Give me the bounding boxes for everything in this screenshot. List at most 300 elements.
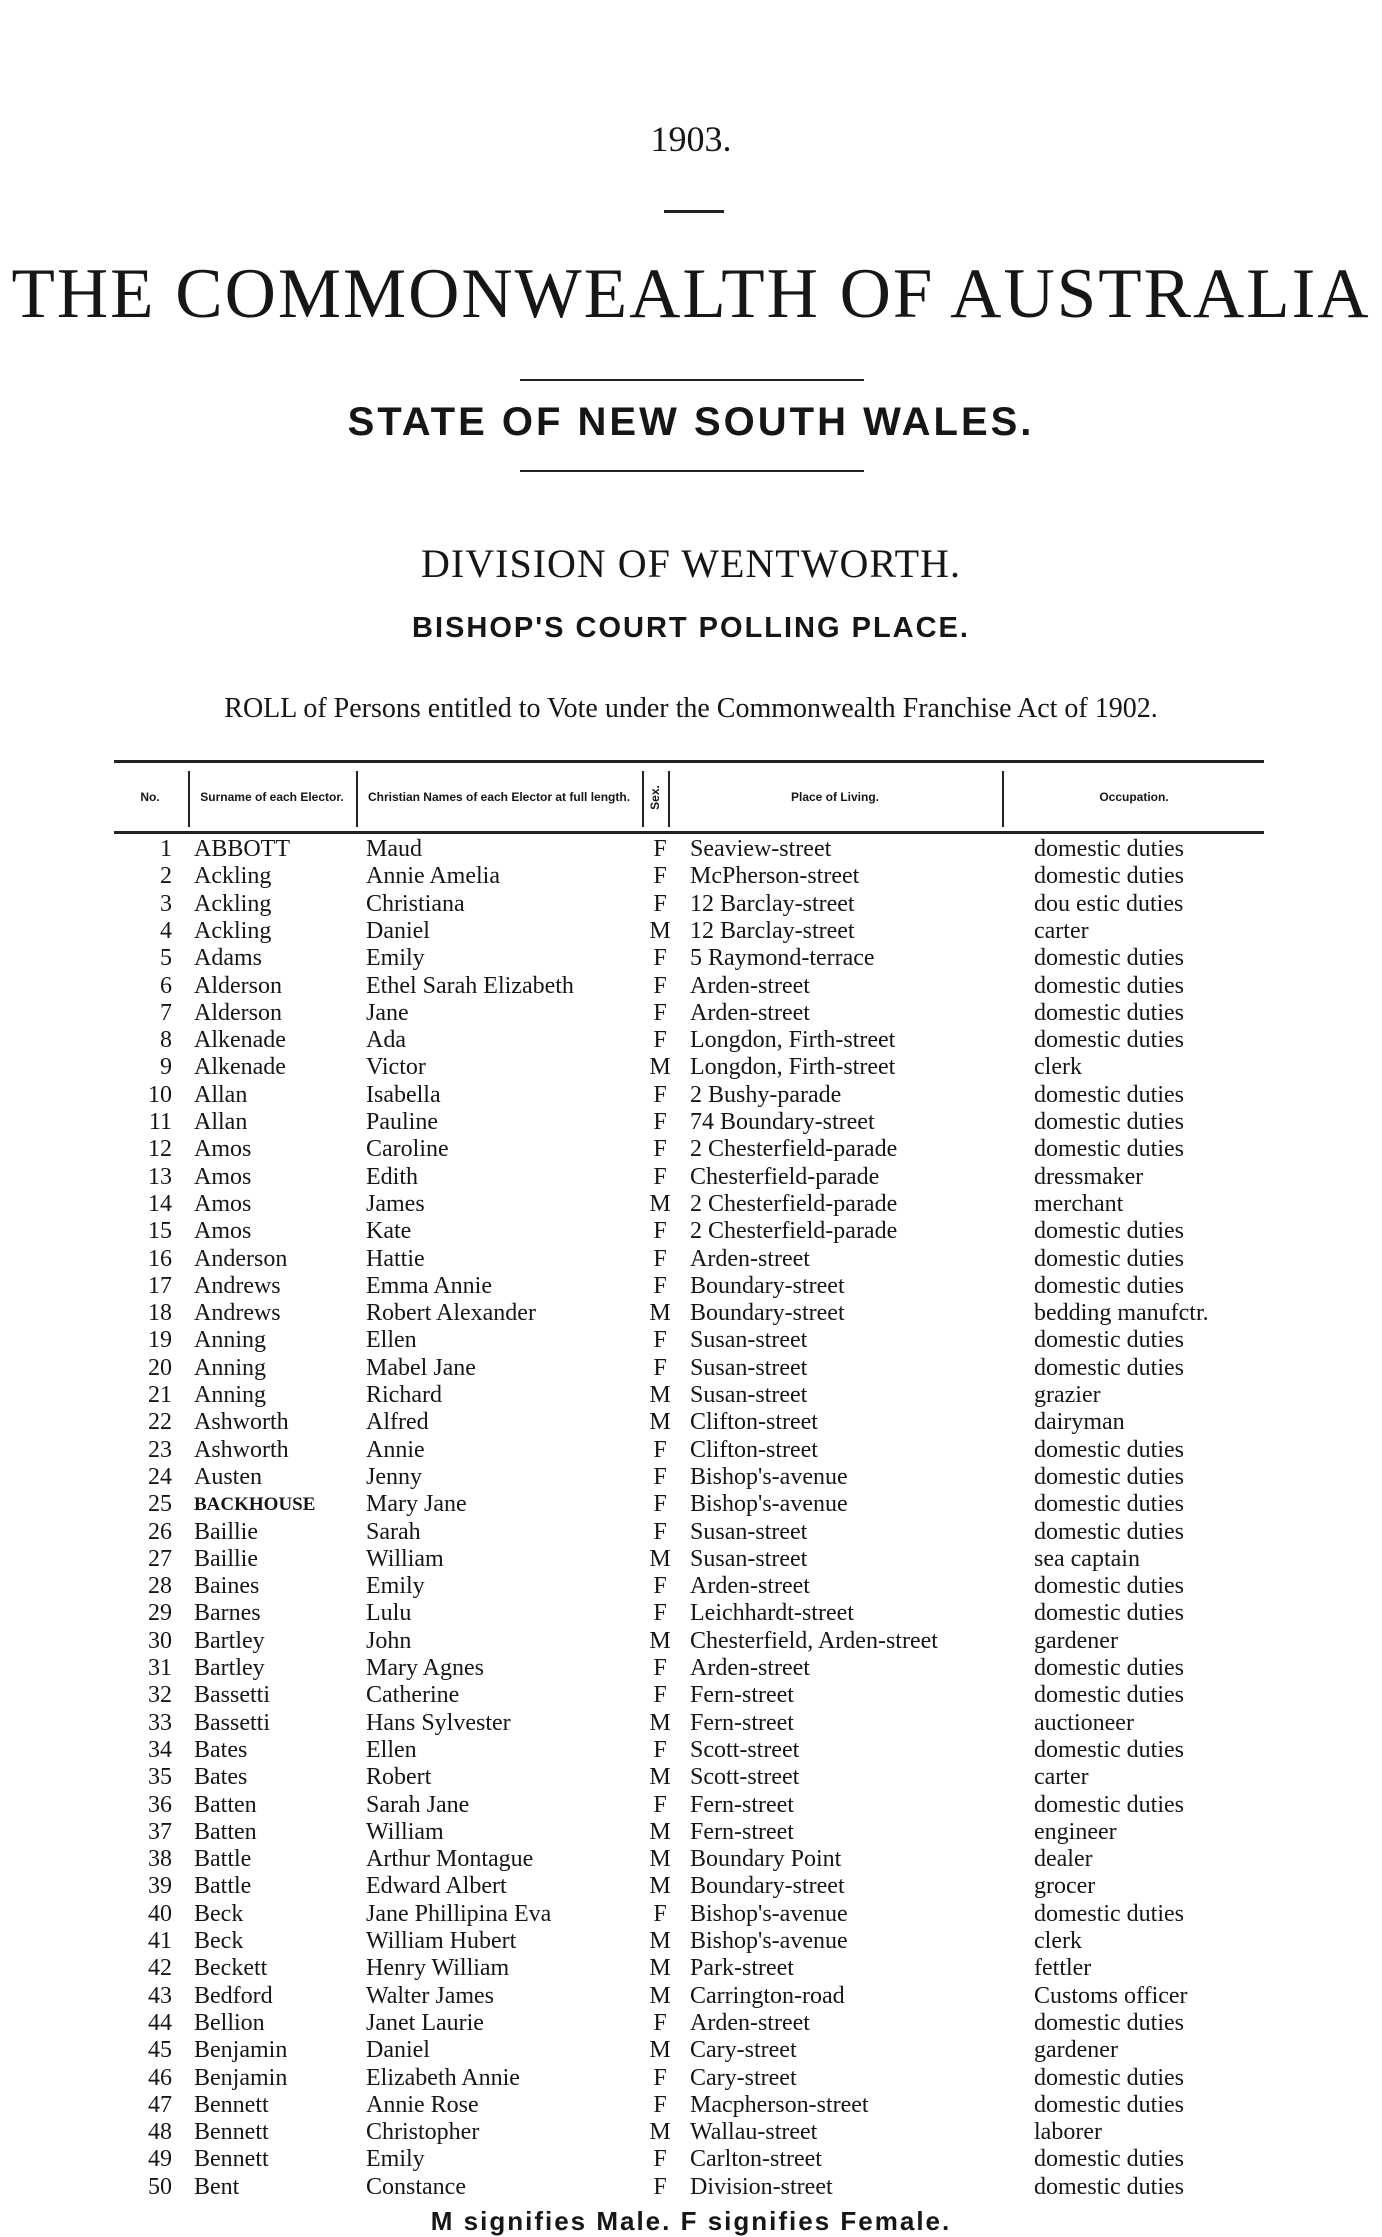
- elector-surname: Bartley: [194, 1655, 265, 1681]
- table-row: [0, 1082, 1382, 1109]
- elector-surname: Bedford: [194, 1982, 273, 2009]
- elector-christian-names: Emma Annie: [366, 1272, 492, 1299]
- elector-sex: F: [653, 1573, 667, 1600]
- elector-place-of-living: Susan-street: [690, 1518, 808, 1545]
- elector-sex: F: [653, 972, 667, 999]
- table-row: [0, 1901, 1382, 1928]
- elector-place-of-living: Bishop's-avenue: [690, 1491, 848, 1518]
- elector-place-of-living: Fern-street: [690, 1791, 794, 1818]
- elector-christian-names: Robert Alexander: [366, 1300, 536, 1327]
- elector-christian-names: Robert: [366, 1764, 432, 1791]
- elector-surname: Ackling: [194, 917, 272, 944]
- elector-occupation: domestic duties: [1034, 1327, 1184, 1354]
- elector-number: 25: [148, 1491, 172, 1518]
- elector-number: 32: [148, 1682, 172, 1709]
- elector-christian-names: John: [366, 1627, 412, 1654]
- elector-christian-names: Emily: [366, 945, 425, 972]
- table-row: [0, 945, 1382, 972]
- elector-christian-names: Christopher: [366, 2119, 480, 2146]
- elector-christian-names: Lulu: [366, 1600, 412, 1627]
- table-row: [0, 1273, 1382, 1300]
- elector-occupation: dressmaker: [1034, 1163, 1144, 1190]
- elector-sex: M: [649, 1545, 671, 1572]
- elector-sex: F: [653, 2173, 667, 2200]
- elector-surname: Andrews: [194, 1300, 281, 1327]
- elector-number: 33: [148, 1709, 172, 1736]
- elector-surname: Baillie: [194, 1545, 258, 1572]
- roll-caption: ROLL of Persons entitled to Vote under the Commonwealth Franchise Act of 1902.: [224, 693, 1158, 724]
- elector-christian-names: Annie: [366, 1436, 425, 1463]
- elector-occupation: domestic duties: [1034, 1791, 1184, 1818]
- elector-christian-names: Catherine: [366, 1682, 460, 1709]
- elector-occupation: dou estic duties: [1034, 890, 1184, 917]
- table-row: [0, 1164, 1382, 1191]
- elector-occupation: sea captain: [1034, 1545, 1140, 1572]
- elector-sex: F: [653, 1655, 667, 1681]
- elector-occupation: bedding manufctr.: [1034, 1300, 1209, 1327]
- elector-surname: Bassetti: [194, 1709, 270, 1736]
- elector-surname: Amos: [194, 1163, 252, 1190]
- elector-place-of-living: 2 Chesterfield-parade: [690, 1136, 898, 1163]
- table-row: [0, 1546, 1382, 1573]
- elector-christian-names: Annie Amelia: [366, 863, 500, 890]
- sex-legend-note: M signifies Male. F signifies Female.: [430, 2206, 952, 2236]
- elector-surname: Andrews: [194, 1272, 281, 1299]
- elector-christian-names: Jenny: [366, 1463, 422, 1490]
- elector-place-of-living: Arden-street: [690, 1245, 810, 1272]
- elector-sex: F: [653, 1136, 667, 1163]
- elector-place-of-living: Fern-street: [690, 1682, 794, 1709]
- elector-christian-names: Annie Rose: [366, 2091, 479, 2118]
- elector-christian-names: Emily: [366, 2146, 425, 2173]
- elector-sex: F: [653, 1682, 667, 1709]
- elector-place-of-living: Arden-street: [690, 1573, 810, 1600]
- elector-number: 39: [148, 1873, 172, 1900]
- elector-number: 29: [148, 1600, 172, 1627]
- elector-number: 10: [148, 1081, 172, 1108]
- elector-place-of-living: Arden-street: [690, 972, 810, 999]
- elector-surname: Allan: [194, 1109, 248, 1135]
- elector-number: 22: [148, 1409, 172, 1436]
- table-row: [0, 2119, 1382, 2146]
- column-header-occupation: Occupation.: [1099, 789, 1169, 804]
- table-row: [0, 863, 1382, 890]
- table-header: [114, 760, 1264, 834]
- elector-sex: M: [649, 1054, 671, 1081]
- elector-surname: Beck: [194, 1928, 244, 1954]
- elector-christian-names: Jane: [366, 999, 409, 1026]
- elector-sex: F: [653, 999, 667, 1026]
- elector-place-of-living: Boundary-street: [690, 1873, 845, 1900]
- elector-number: 9: [160, 1054, 172, 1081]
- elector-number: 11: [148, 1109, 172, 1135]
- table-row: [0, 1682, 1382, 1709]
- elector-occupation: domestic duties: [1034, 1218, 1184, 1245]
- elector-occupation: domestic duties: [1034, 1027, 1184, 1054]
- elector-surname: Amos: [194, 1218, 252, 1245]
- elector-surname: Anning: [194, 1354, 266, 1381]
- elector-place-of-living: Cary-street: [690, 2064, 797, 2091]
- elector-place-of-living: 2 Bushy-parade: [690, 1081, 842, 1108]
- elector-place-of-living: Boundary Point: [690, 1846, 842, 1873]
- elector-surname: Alderson: [194, 999, 282, 1026]
- elector-occupation: domestic duties: [1034, 1354, 1184, 1381]
- elector-christian-names: Maud: [366, 836, 422, 862]
- elector-surname: Benjamin: [194, 2064, 288, 2091]
- heading-dash: [664, 210, 724, 213]
- elector-number: 46: [148, 2064, 172, 2091]
- elector-christian-names: Hans Sylvester: [366, 1709, 511, 1736]
- elector-christian-names: Caroline: [366, 1136, 449, 1163]
- elector-number: 38: [148, 1846, 172, 1873]
- elector-number: 28: [148, 1573, 172, 1600]
- elector-occupation: domestic duties: [1034, 1600, 1184, 1627]
- elector-occupation: clerk: [1034, 1054, 1082, 1081]
- elector-place-of-living: Clifton-street: [690, 1436, 818, 1463]
- elector-occupation: Customs officer: [1034, 1982, 1188, 2009]
- elector-occupation: domestic duties: [1034, 1655, 1184, 1681]
- elector-sex: F: [653, 1436, 667, 1463]
- elector-christian-names: Pauline: [366, 1109, 438, 1135]
- table-row: [0, 1054, 1382, 1081]
- table-row: [0, 1764, 1382, 1791]
- elector-place-of-living: Bishop's-avenue: [690, 1928, 848, 1954]
- table-row: [0, 918, 1382, 945]
- elector-surname: Ackling: [194, 890, 272, 917]
- table-row: [0, 1000, 1382, 1027]
- elector-occupation: domestic duties: [1034, 2146, 1184, 2173]
- elector-sex: M: [649, 1409, 671, 1436]
- table-row: [0, 2065, 1382, 2092]
- elector-christian-names: Daniel: [366, 2037, 430, 2064]
- elector-sex: F: [653, 1109, 667, 1135]
- elector-occupation: dealer: [1034, 1846, 1093, 1873]
- elector-occupation: domestic duties: [1034, 1900, 1184, 1927]
- elector-surname: Benjamin: [194, 2037, 288, 2064]
- elector-number: 17: [148, 1272, 172, 1299]
- elector-surname: Bent: [194, 2173, 240, 2200]
- elector-christian-names: Emily: [366, 1573, 425, 1600]
- table-row: [0, 1437, 1382, 1464]
- elector-surname: Anning: [194, 1327, 266, 1354]
- elector-place-of-living: Boundary-street: [690, 1272, 845, 1299]
- elector-surname: Adams: [194, 945, 262, 972]
- table-row: [0, 1792, 1382, 1819]
- elector-occupation: grocer: [1034, 1873, 1096, 1900]
- elector-number: 1: [160, 836, 172, 862]
- elector-christian-names: Mary Jane: [366, 1491, 467, 1518]
- elector-surname: Barnes: [194, 1600, 261, 1627]
- elector-surname: Baines: [194, 1573, 260, 1600]
- column-header-surname: Surname of each Elector.: [200, 789, 344, 804]
- elector-surname: Batten: [194, 1791, 257, 1818]
- elector-occupation: domestic duties: [1034, 2173, 1184, 2200]
- table-row: [0, 891, 1382, 918]
- elector-place-of-living: 2 Chesterfield-parade: [690, 1218, 898, 1245]
- table-row: [0, 1737, 1382, 1764]
- elector-christian-names: Mary Agnes: [366, 1655, 484, 1681]
- elector-sex: M: [649, 1627, 671, 1654]
- elector-surname: Beck: [194, 1900, 244, 1927]
- elector-occupation: merchant: [1034, 1190, 1124, 1217]
- elector-christian-names: Janet Laurie: [366, 2009, 484, 2036]
- table-row: [0, 2146, 1382, 2173]
- division-heading: DIVISION OF WENTWORTH.: [421, 541, 961, 586]
- table-row: [0, 1191, 1382, 1218]
- elector-number: 24: [148, 1463, 172, 1490]
- elector-place-of-living: Arden-street: [690, 2009, 810, 2036]
- elector-surname: Ashworth: [194, 1409, 289, 1436]
- elector-surname: Ackling: [194, 863, 272, 890]
- elector-number: 34: [148, 1736, 172, 1763]
- table-row: [0, 1300, 1382, 1327]
- elector-number: 37: [148, 1818, 172, 1845]
- elector-occupation: clerk: [1034, 1928, 1082, 1954]
- elector-surname: Beckett: [194, 1955, 268, 1982]
- elector-christian-names: Edward Albert: [366, 1873, 507, 1900]
- elector-christian-names: Mabel Jane: [366, 1354, 476, 1381]
- elector-surname: Ashworth: [194, 1436, 289, 1463]
- elector-occupation: domestic duties: [1034, 2009, 1184, 2036]
- elector-surname: Battle: [194, 1846, 252, 1873]
- elector-place-of-living: Park-street: [690, 1955, 794, 1982]
- elector-surname: Battle: [194, 1873, 252, 1900]
- elector-christian-names: Victor: [366, 1054, 426, 1081]
- elector-surname: Bates: [194, 1736, 248, 1763]
- elector-sex: M: [649, 1382, 671, 1408]
- elector-place-of-living: 74 Boundary-street: [690, 1109, 875, 1135]
- elector-sex: F: [653, 1081, 667, 1108]
- elector-number: 27: [148, 1545, 172, 1572]
- elector-place-of-living: Seaview-street: [690, 836, 832, 862]
- elector-sex: F: [653, 1463, 667, 1490]
- elector-christian-names: Henry William: [366, 1955, 510, 1982]
- elector-sex: F: [653, 1354, 667, 1381]
- elector-christian-names: Alfred: [366, 1409, 429, 1436]
- elector-surname: Bennett: [194, 2146, 269, 2173]
- column-header-christian-names: Christian Names of each Elector at full length.: [367, 789, 631, 804]
- elector-sex: M: [649, 1764, 671, 1791]
- elector-surname: Bennett: [194, 2119, 269, 2146]
- elector-place-of-living: Chesterfield-parade: [690, 1163, 880, 1190]
- elector-place-of-living: Arden-street: [690, 1655, 810, 1681]
- table-row: [0, 2092, 1382, 2119]
- elector-place-of-living: Wallau-street: [690, 2119, 818, 2146]
- table-row: [0, 836, 1382, 863]
- elector-number: 4: [160, 917, 172, 944]
- elector-number: 30: [148, 1627, 172, 1654]
- elector-place-of-living: Carrington-road: [690, 1982, 845, 2009]
- elector-sex: M: [649, 917, 671, 944]
- table-row: [0, 1491, 1382, 1518]
- elector-occupation: domestic duties: [1034, 1518, 1184, 1545]
- elector-sex: F: [653, 1791, 667, 1818]
- elector-place-of-living: Carlton-street: [690, 2146, 822, 2173]
- elector-sex: F: [653, 1218, 667, 1245]
- column-header-no: No.: [140, 789, 160, 804]
- elector-sex: M: [649, 1873, 671, 1900]
- table-row: [0, 1573, 1382, 1600]
- elector-occupation: domestic duties: [1034, 1136, 1184, 1163]
- elector-christian-names: William: [366, 1545, 444, 1572]
- elector-place-of-living: McPherson-street: [690, 863, 860, 890]
- elector-occupation: fettler: [1034, 1955, 1092, 1982]
- elector-christian-names: Walter James: [366, 1982, 495, 2009]
- elector-number: 44: [148, 2009, 172, 2036]
- elector-christian-names: Arthur Montague: [366, 1846, 534, 1873]
- elector-place-of-living: Bishop's-avenue: [690, 1463, 848, 1490]
- elector-number: 50: [148, 2173, 172, 2200]
- table-row: [0, 1027, 1382, 1054]
- elector-occupation: domestic duties: [1034, 1573, 1184, 1600]
- elector-christian-names: Daniel: [366, 917, 430, 944]
- elector-place-of-living: Susan-street: [690, 1327, 808, 1354]
- state-heading: STATE OF NEW SOUTH WALES.: [347, 400, 1035, 444]
- elector-surname: Bellion: [194, 2009, 265, 2036]
- elector-surname: ABBOTT: [194, 836, 290, 862]
- table-row: [0, 1873, 1382, 1900]
- elector-surname: Bates: [194, 1764, 248, 1791]
- elector-number: 26: [148, 1518, 172, 1545]
- elector-surname: Bartley: [194, 1627, 265, 1654]
- table-row: [0, 1136, 1382, 1163]
- elector-number: 2: [160, 863, 172, 890]
- elector-sex: M: [649, 1300, 671, 1327]
- elector-occupation: domestic duties: [1034, 1245, 1184, 1272]
- elector-number: 7: [160, 999, 172, 1026]
- elector-number: 23: [148, 1436, 172, 1463]
- elector-surname: Bennett: [194, 2091, 269, 2118]
- elector-place-of-living: Longdon, Firth-street: [690, 1027, 896, 1054]
- elector-number: 45: [148, 2037, 172, 2064]
- elector-surname: Baillie: [194, 1518, 258, 1545]
- elector-number: 19: [148, 1327, 172, 1354]
- table-row: [0, 1382, 1382, 1409]
- elector-place-of-living: 2 Chesterfield-parade: [690, 1190, 898, 1217]
- elector-occupation: domestic duties: [1034, 1682, 1184, 1709]
- elector-surname: BACKHOUSE: [194, 1494, 316, 1516]
- elector-occupation: domestic duties: [1034, 836, 1184, 862]
- elector-place-of-living: 12 Barclay-street: [690, 890, 855, 917]
- elector-occupation: domestic duties: [1034, 1491, 1184, 1518]
- elector-sex: F: [653, 2091, 667, 2118]
- elector-christian-names: Hattie: [366, 1245, 425, 1272]
- table-row: [0, 1409, 1382, 1436]
- elector-sex: F: [653, 1245, 667, 1272]
- elector-christian-names: James: [366, 1190, 425, 1217]
- elector-place-of-living: Susan-street: [690, 1382, 808, 1408]
- elector-place-of-living: Bishop's-avenue: [690, 1900, 848, 1927]
- elector-occupation: domestic duties: [1034, 1109, 1184, 1135]
- elector-sex: M: [649, 1955, 671, 1982]
- elector-sex: F: [653, 1027, 667, 1054]
- table-row: [0, 973, 1382, 1000]
- elector-number: 13: [148, 1163, 172, 1190]
- elector-place-of-living: Boundary-street: [690, 1300, 845, 1327]
- table-row: [0, 1519, 1382, 1546]
- elector-number: 36: [148, 1791, 172, 1818]
- table-row: [0, 1955, 1382, 1982]
- elector-sex: F: [653, 863, 667, 890]
- rule-below-state: [520, 470, 864, 472]
- elector-place-of-living: Scott-street: [690, 1736, 800, 1763]
- elector-occupation: domestic duties: [1034, 2091, 1184, 2118]
- elector-number: 21: [148, 1382, 172, 1408]
- elector-christian-names: Kate: [366, 1218, 412, 1245]
- elector-christian-names: Ada: [366, 1027, 406, 1054]
- elector-number: 20: [148, 1354, 172, 1381]
- elector-sex: M: [649, 2037, 671, 2064]
- elector-occupation: domestic duties: [1034, 1081, 1184, 1108]
- elector-occupation: carter: [1034, 1764, 1089, 1791]
- elector-sex: M: [649, 1928, 671, 1954]
- elector-place-of-living: Scott-street: [690, 1764, 800, 1791]
- elector-surname: Amos: [194, 1190, 252, 1217]
- table-row: [0, 1710, 1382, 1737]
- elector-number: 15: [148, 1218, 172, 1245]
- elector-sex: M: [649, 1846, 671, 1873]
- elector-christian-names: Ellen: [366, 1327, 417, 1354]
- elector-sex: F: [653, 1272, 667, 1299]
- elector-sex: F: [653, 1518, 667, 1545]
- elector-number: 16: [148, 1245, 172, 1272]
- commonwealth-title: THE COMMONWEALTH OF AUSTRALIA: [11, 255, 1371, 333]
- elector-number: 43: [148, 1982, 172, 2009]
- elector-place-of-living: Macpherson-street: [690, 2091, 869, 2118]
- table-row: [0, 1355, 1382, 1382]
- elector-place-of-living: Chesterfield, Arden-street: [690, 1627, 938, 1654]
- elector-number: 42: [148, 1955, 172, 1982]
- elector-sex: F: [653, 1736, 667, 1763]
- elector-number: 31: [148, 1655, 172, 1681]
- elector-number: 41: [148, 1928, 172, 1954]
- table-row: [0, 1109, 1382, 1136]
- table-row: [0, 2037, 1382, 2064]
- elector-surname: Anderson: [194, 1245, 288, 1272]
- table-row: [0, 1464, 1382, 1491]
- elector-number: 5: [160, 945, 172, 972]
- elector-surname: Amos: [194, 1136, 252, 1163]
- elector-place-of-living: 5 Raymond-terrace: [690, 945, 875, 972]
- elector-number: 12: [148, 1136, 172, 1163]
- elector-christian-names: Edith: [366, 1163, 418, 1190]
- elector-place-of-living: Susan-street: [690, 1354, 808, 1381]
- elector-surname: Alkenade: [194, 1027, 286, 1054]
- elector-number: 48: [148, 2119, 172, 2146]
- elector-sex: F: [653, 1163, 667, 1190]
- elector-christian-names: Sarah Jane: [366, 1791, 470, 1818]
- elector-number: 47: [148, 2091, 172, 2118]
- elector-sex: M: [649, 1818, 671, 1845]
- table-row: [0, 1628, 1382, 1655]
- elector-place-of-living: Fern-street: [690, 1709, 794, 1736]
- elector-christian-names: Christiana: [366, 890, 465, 917]
- elector-place-of-living: 12 Barclay-street: [690, 917, 855, 944]
- elector-sex: F: [653, 1600, 667, 1627]
- elector-occupation: laborer: [1034, 2119, 1102, 2146]
- elector-surname: Allan: [194, 1081, 248, 1108]
- table-row: [0, 1819, 1382, 1846]
- elector-occupation: gardener: [1034, 1627, 1118, 1654]
- elector-sex: F: [653, 1491, 667, 1518]
- elector-place-of-living: Longdon, Firth-street: [690, 1054, 896, 1081]
- column-header-sex-label: Sex.: [647, 784, 662, 810]
- elector-christian-names: Ellen: [366, 1736, 417, 1763]
- elector-christian-names: William Hubert: [366, 1928, 517, 1954]
- table-row: [0, 1846, 1382, 1873]
- elector-christian-names: Constance: [366, 2173, 466, 2200]
- elector-sex: M: [649, 1982, 671, 2009]
